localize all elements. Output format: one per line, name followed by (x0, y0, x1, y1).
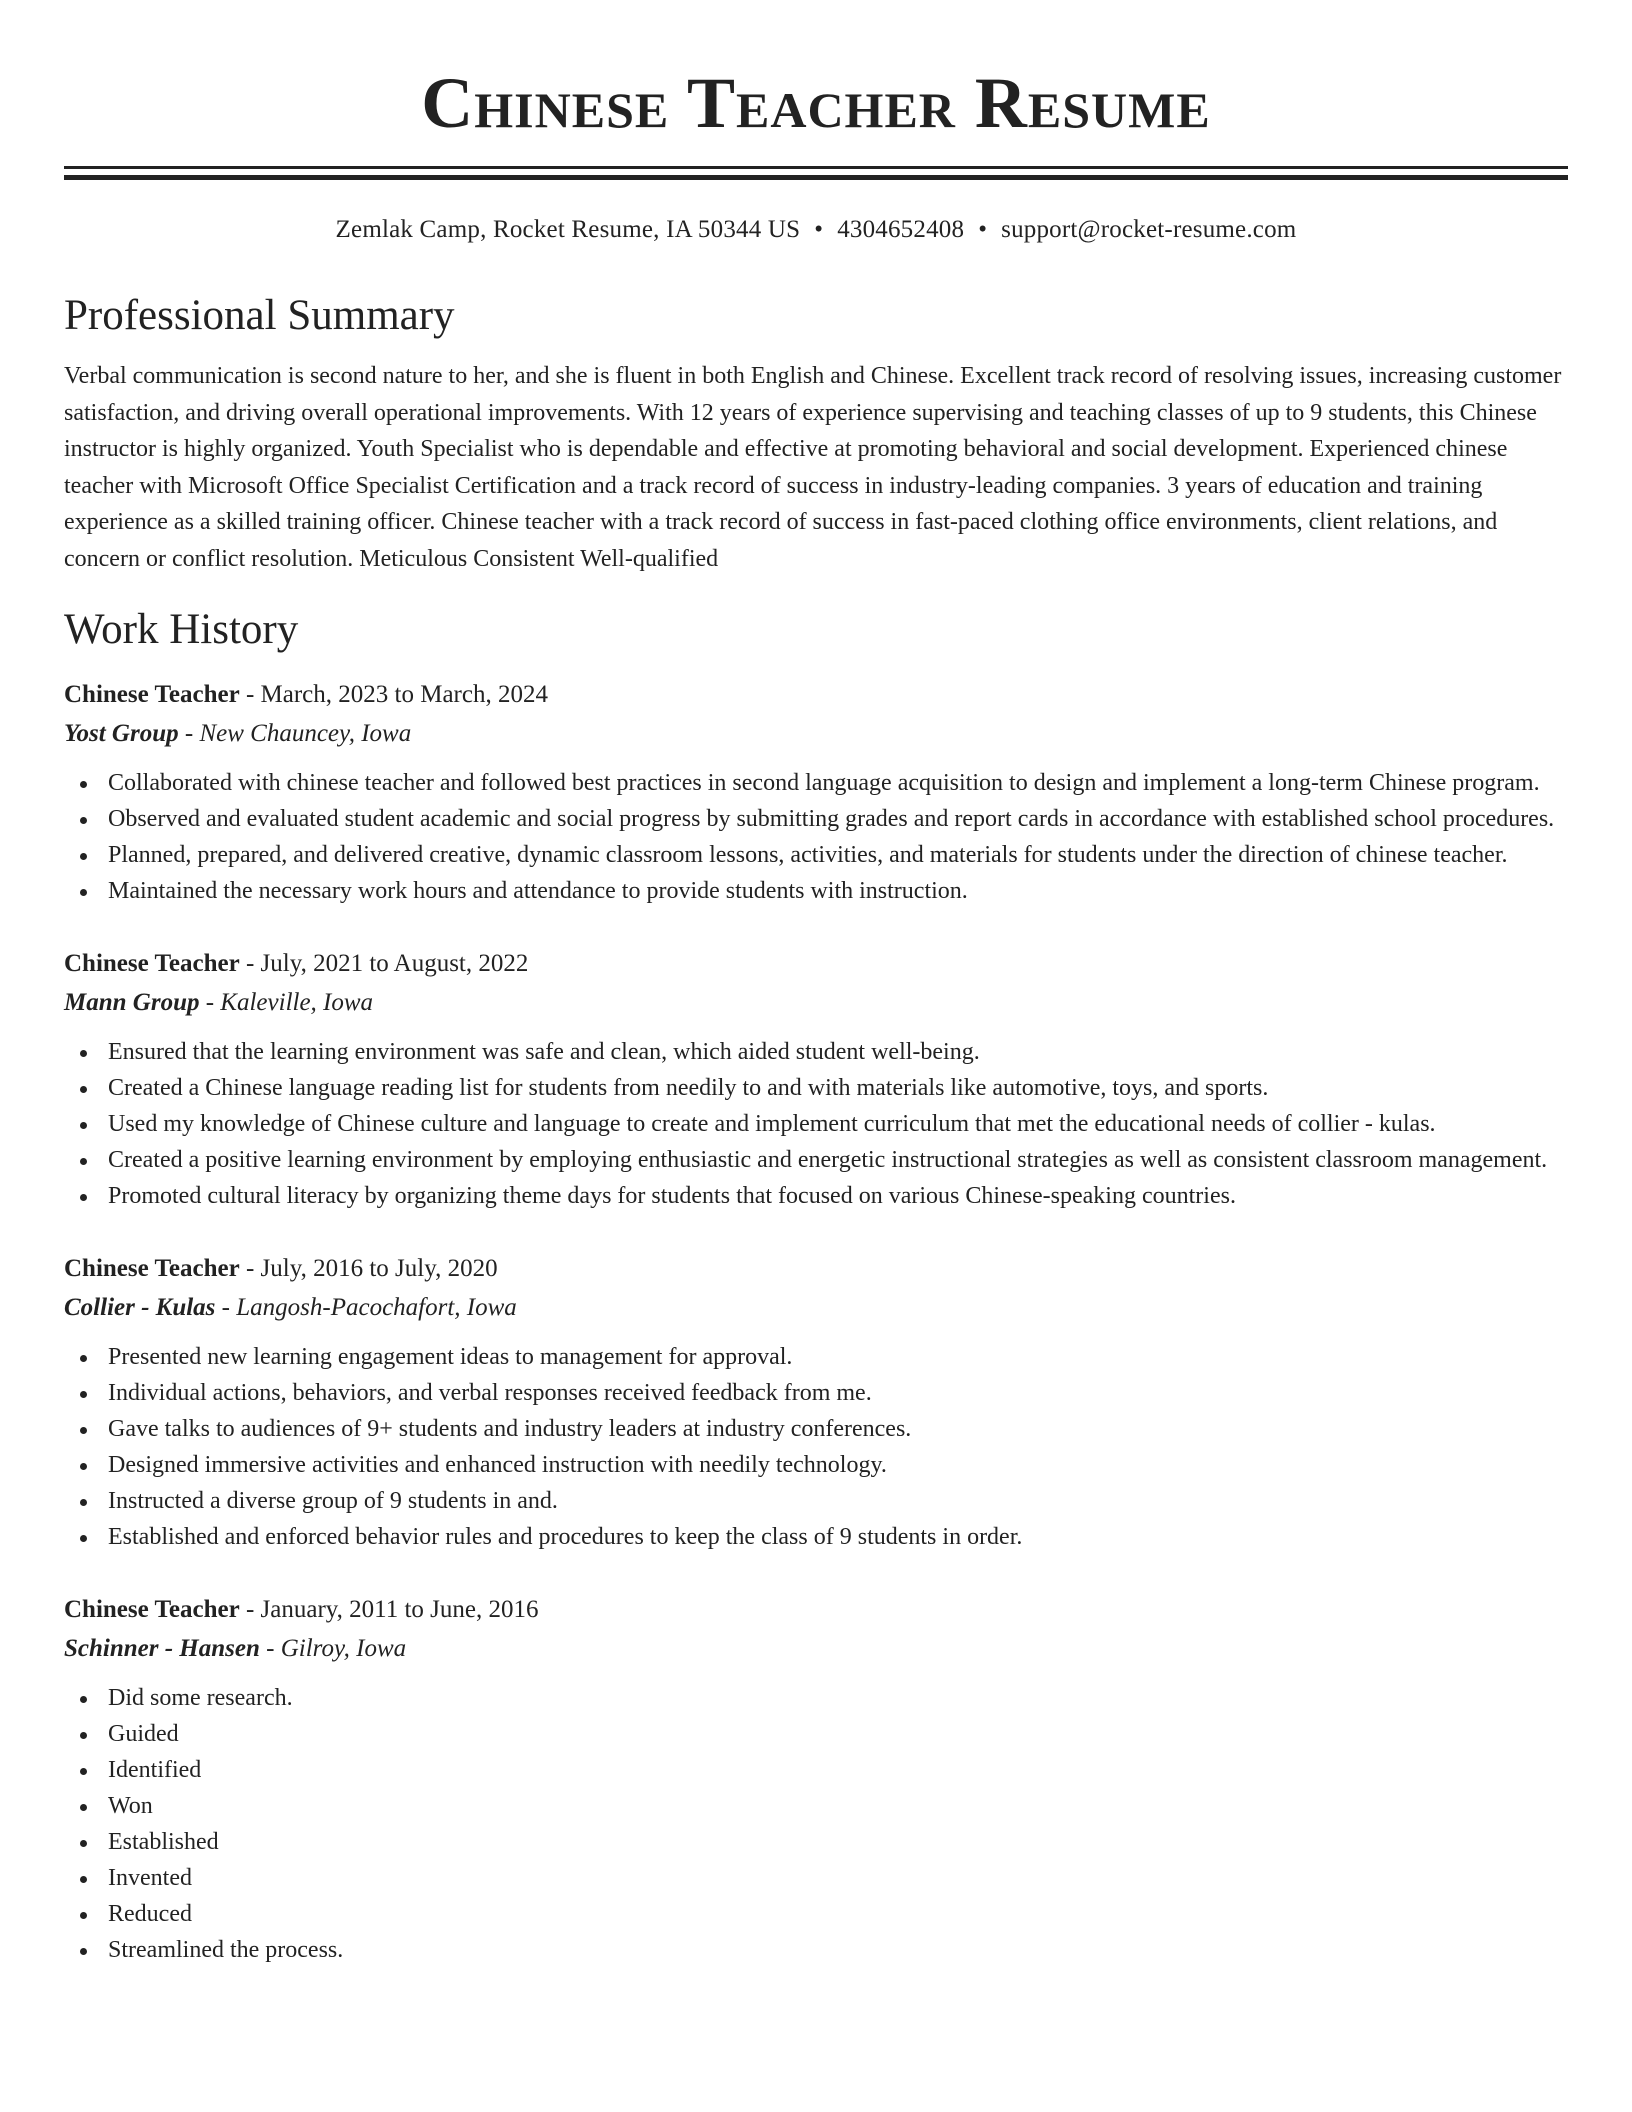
job-dates: - July, 2021 to August, 2022 (239, 949, 529, 977)
employer-line (64, 1288, 1568, 1327)
employer-line (64, 714, 1568, 753)
job-bullet: Created a Chinese language reading list for students from needily to and with materials like automotive, toys, and sports. (64, 1070, 1568, 1106)
job-bullets (64, 1680, 1568, 1968)
job-bullet: Created a positive learning environment by employing enthusiastic and energetic instructional strategies as well as consistent classroom management. (64, 1142, 1568, 1178)
job-entry (64, 1250, 1568, 1555)
employer-location: - Kaleville, Iowa (199, 988, 374, 1016)
contact-email: support@rocket-resume.com (1001, 216, 1297, 243)
job-bullet: Invented (64, 1860, 1568, 1896)
job-bullets (64, 765, 1568, 909)
employer-line (64, 1629, 1568, 1668)
job-bullet: Guided (64, 1716, 1568, 1752)
contact-phone: 4304652408 (837, 216, 965, 243)
employer-name: Schinner - Hansen (64, 1634, 260, 1662)
job-title-line (64, 676, 1568, 714)
job-bullet: Ensured that the learning environment was safe and clean, which aided student well-being. (64, 1034, 1568, 1070)
header-rule-bottom (64, 175, 1568, 180)
job-title: Chinese Teacher (64, 680, 240, 708)
job-bullet: Observed and evaluated student academic and social progress by submitting grades and report cards in accordance with established school procedures. (64, 801, 1568, 837)
employer-location: - New Chauncey, Iowa (178, 719, 412, 747)
job-bullets (64, 1339, 1568, 1555)
contact-separator: • (814, 216, 824, 243)
employer-name: Yost Group (64, 719, 179, 747)
summary-text: Verbal communication is second nature to her, and she is fluent in both English and Chinese. Excellent track record of resolving issues, increasing customer satisfaction, and driving overall operational improvements. With 12 years of experience supervising and teaching classes of up to 9 students, this Chinese instructor is highly organized. Youth Specialist who is dependable and effective at promoting behavioral and social development. Experienced chinese teacher with Microsoft Office Specialist Certification and a track record of success in industry-leading companies. 3 years of education and training experience as a skilled training officer. Chinese teacher with a track record of success in fast-paced clothing office environments, client relations, and concern or conflict resolution. Meticulous Consistent Well-qualified (64, 363, 1562, 572)
job-dates: - January, 2011 to June, 2016 (239, 1595, 539, 1623)
job-entry (64, 945, 1568, 1214)
job-bullet: Instructed a diverse group of 9 students in and. (64, 1483, 1568, 1519)
header-rule-top (64, 166, 1568, 169)
job-bullet: Established (64, 1824, 1568, 1860)
job-title-line (64, 945, 1568, 983)
job-dates: - July, 2016 to July, 2020 (239, 1254, 498, 1282)
job-bullet: Collaborated with chinese teacher and followed best practices in second language acquisition to design and implement a long-term Chinese program. (64, 765, 1568, 801)
job-bullet: Individual actions, behaviors, and verbal responses received feedback from me. (64, 1375, 1568, 1411)
summary-heading: Professional Summary (64, 292, 455, 339)
job-bullet: Did some research. (64, 1680, 1568, 1716)
resume-title: Chinese Teacher Resume (421, 63, 1211, 143)
job-title: Chinese Teacher (64, 1595, 240, 1623)
job-bullet: Won (64, 1788, 1568, 1824)
job-bullet: Established and enforced behavior rules and procedures to keep the class of 9 students in order. (64, 1519, 1568, 1555)
job-bullet: Maintained the necessary work hours and attendance to provide students with instruction. (64, 873, 1568, 909)
job-dates: - March, 2023 to March, 2024 (239, 680, 548, 708)
job-bullets (64, 1034, 1568, 1214)
job-entry (64, 1591, 1568, 1968)
job-title: Chinese Teacher (64, 1254, 240, 1282)
work-history-heading: Work History (64, 605, 299, 653)
job-bullet: Used my knowledge of Chinese culture and language to create and implement curriculum that met the educational needs of collier - kulas. (64, 1106, 1568, 1142)
job-bullet: Presented new learning engagement ideas to management for approval. (64, 1339, 1568, 1375)
job-entry (64, 676, 1568, 909)
job-bullet: Planned, prepared, and delivered creative, dynamic classroom lessons, activities, and materials for students under the direction of chinese teacher. (64, 837, 1568, 873)
employer-location: - Gilroy, Iowa (259, 1634, 407, 1662)
employer-name: Mann Group (64, 988, 200, 1016)
job-bullet: Promoted cultural literacy by organizing theme days for students that focused on various Chinese-speaking countries. (64, 1178, 1568, 1214)
job-bullet: Reduced (64, 1896, 1568, 1932)
job-bullet: Designed immersive activities and enhanced instruction with needily technology. (64, 1447, 1568, 1483)
job-title-line (64, 1250, 1568, 1288)
contact-line (64, 214, 1568, 246)
job-bullet: Streamlined the process. (64, 1932, 1568, 1968)
employer-location: - Langosh-Pacochafort, Iowa (215, 1293, 517, 1321)
employer-name: Collier - Kulas (64, 1293, 216, 1321)
job-title-line (64, 1591, 1568, 1629)
job-bullet: Identified (64, 1752, 1568, 1788)
contact-address: Zemlak Camp, Rocket Resume, IA 50344 US (335, 216, 801, 243)
job-bullet: Gave talks to audiences of 9+ students and industry leaders at industry conferences. (64, 1411, 1568, 1447)
job-title: Chinese Teacher (64, 949, 240, 977)
employer-line (64, 983, 1568, 1022)
contact-separator: • (978, 216, 988, 243)
